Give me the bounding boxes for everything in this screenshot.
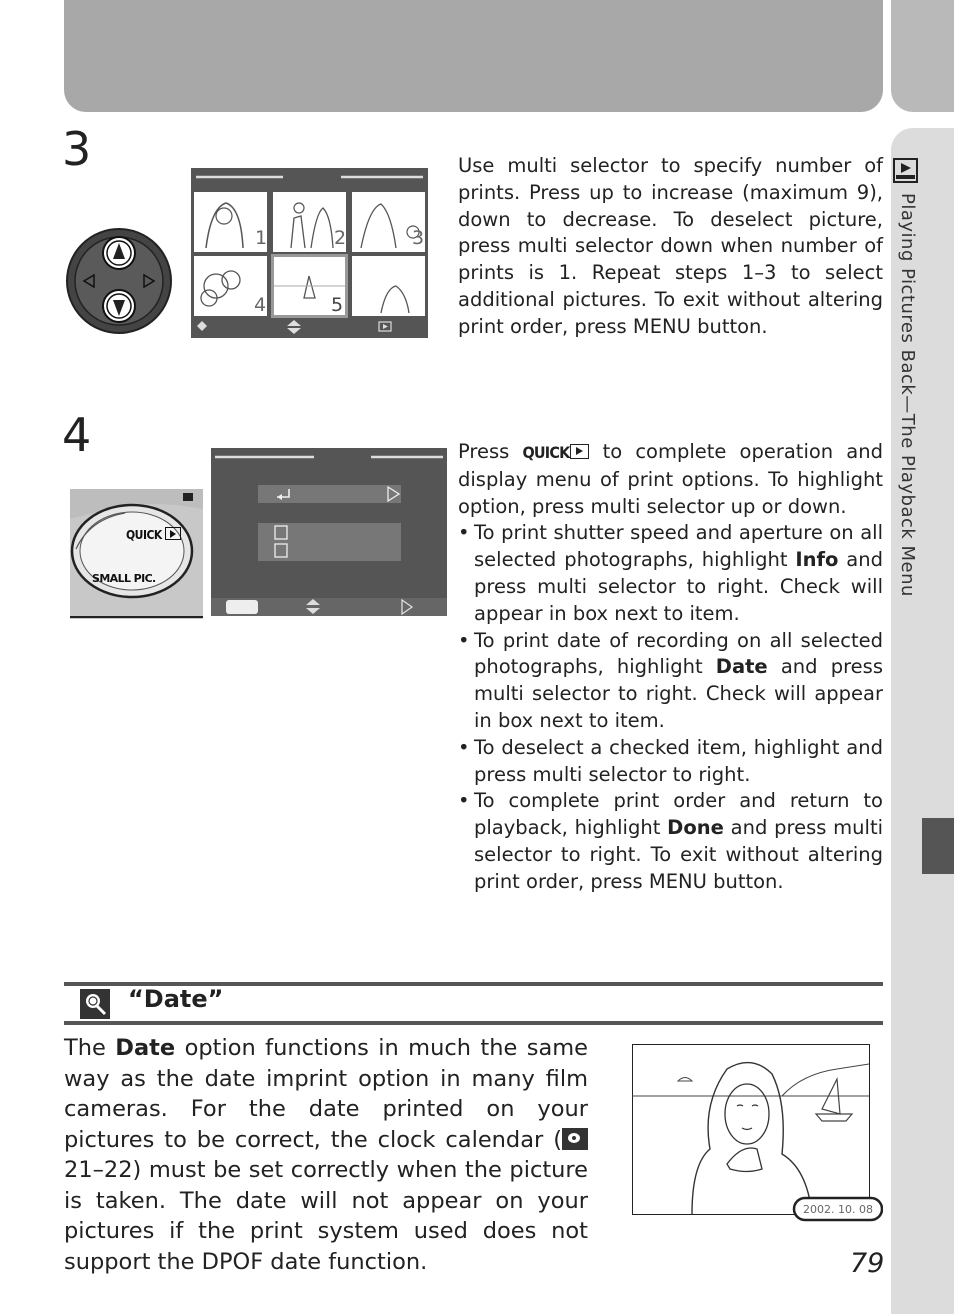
- play-icon: [165, 527, 181, 540]
- note-bottom-rule: [64, 1021, 883, 1025]
- tip-icon: [80, 989, 110, 1019]
- thumb-label-2: 2: [334, 227, 347, 249]
- quick-button-illustration: [70, 489, 203, 619]
- photo-date-imprint: 2002. 10. 08: [803, 1203, 873, 1216]
- thumb-label-5: 5: [331, 294, 344, 316]
- step4-intro: Press QUICK to complete operation and display menu of print options. To highlight option, press multi selector up or down.: [458, 440, 883, 518]
- step4-bullets: [458, 520, 883, 895]
- step3-text: [458, 153, 883, 341]
- note-title: “Date”: [128, 985, 224, 1013]
- bullet-deselect: • To deselect a checked item, highlight and press multi selector to right.: [458, 735, 883, 789]
- header-bar: [64, 0, 883, 112]
- step-number-3: 3: [62, 122, 92, 176]
- step3-paragraph: Use multi selector to specify number of prints. Press up to increase (maximum 9), down to decrease. To deselect picture, press multi selector down when number of prints is 1. Repeat steps 1–3 to select additional pictures. To exit without altering print order, press MENU button.: [458, 154, 883, 338]
- multi-selector-illustration: [64, 226, 174, 336]
- quick-label: QUICK: [126, 527, 181, 542]
- thumb-label-3: 3: [412, 227, 425, 249]
- thumbnail-screen: [191, 168, 428, 338]
- play-inline-icon: [570, 444, 589, 459]
- side-tab-title: Playing Pictures Back—The Playback Menu: [897, 193, 918, 597]
- print-options-screen: [211, 448, 447, 616]
- page-number: 79: [850, 1248, 885, 1279]
- side-tab-top: [891, 0, 954, 112]
- reference-icon: [562, 1128, 588, 1150]
- small-pic-label: SMALL PIC.: [92, 572, 156, 585]
- quick-inline-label: QUICK: [522, 443, 570, 462]
- playback-icon: [893, 158, 918, 183]
- step-number-4: 4: [62, 408, 92, 462]
- section-marker: [922, 818, 954, 874]
- bullet-date: • To print date of recording on all selected photographs, highlight Date and press multi selector to right. Check will appear in box next to item.: [458, 628, 883, 735]
- thumb-label-4: 4: [254, 294, 267, 316]
- bullet-done: • To complete print order and return to playback, highlight Done and press multi selector to right. To exit without altering print order, press MENU button.: [458, 788, 883, 895]
- bullet-info: • To print shutter speed and aperture on all selected photographs, highlight Info and press multi selector to right. Check will appear in box next to item.: [458, 520, 883, 627]
- date-sample-photo: [632, 1044, 883, 1222]
- note-body: The Date option functions in much the same way as the date imprint option in many film cameras. For the date printed on your pictures to be correct, the clock calendar ( 21–22) must be set correctly when the picture is taken. The date will not appear on your pictures if the print system used does not support the DPOF date function.: [64, 1035, 589, 1275]
- thumb-label-1: 1: [255, 227, 268, 249]
- step4-text: [458, 439, 883, 896]
